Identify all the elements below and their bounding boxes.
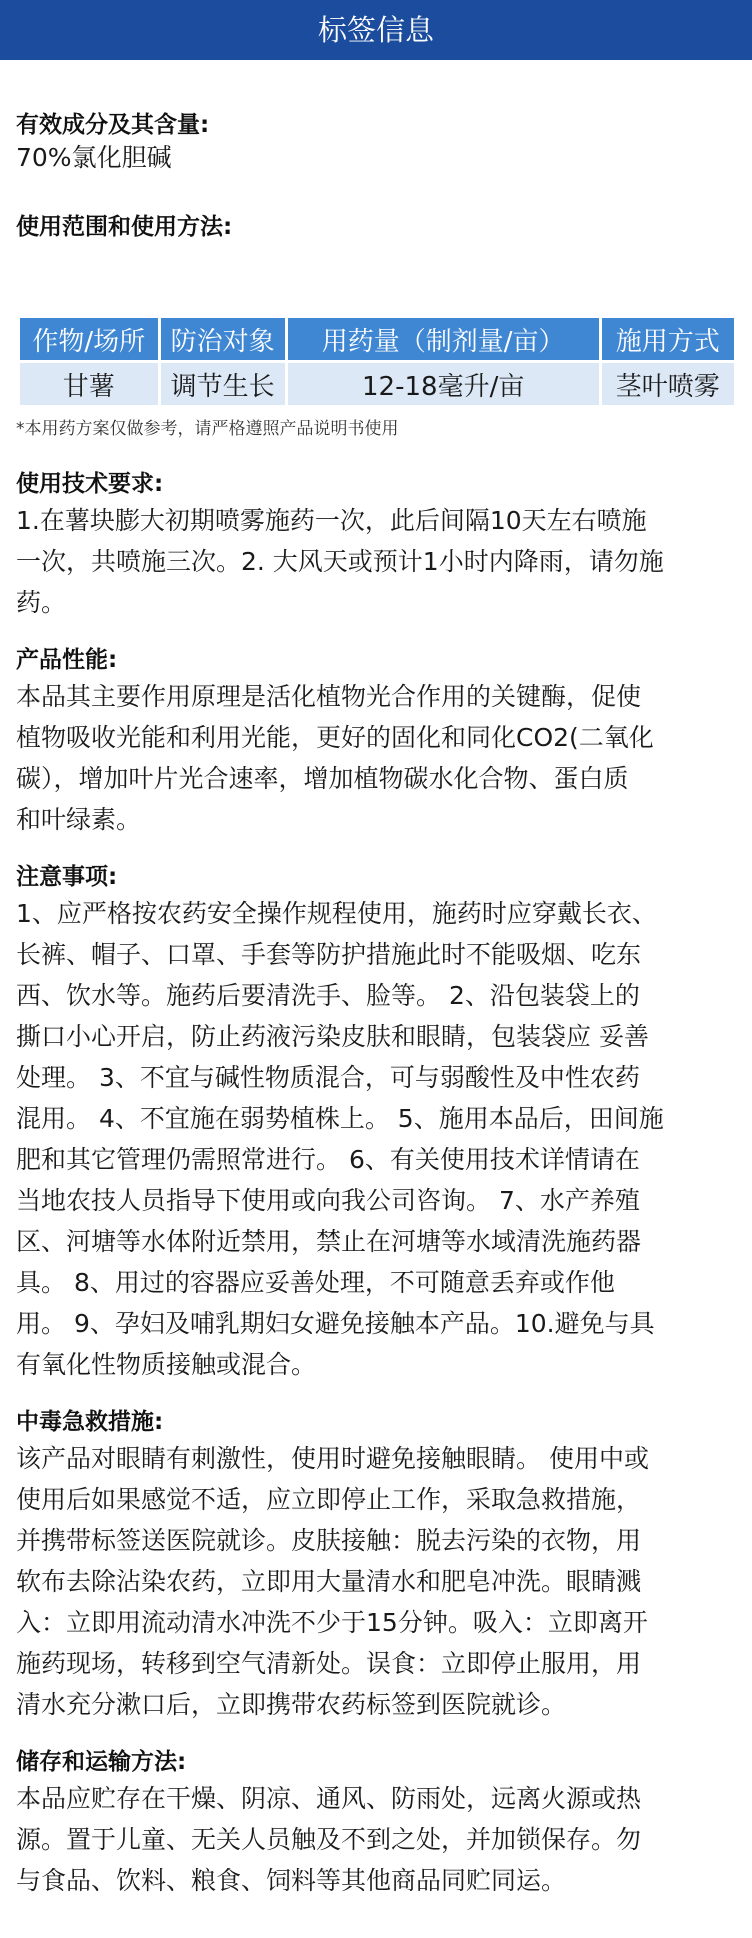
text-line: 处理。 3、不宜与碱性物质混合，可与弱酸性及中性农药	[16, 1063, 640, 1092]
tech-requirements-section	[16, 465, 736, 623]
text-line: 软布去除沾染农药，立即用大量清水和肥皂冲洗。眼睛溅	[16, 1567, 642, 1596]
text-line: 植物吸收光能和利用光能，更好的固化和同化CO2(二氧化	[16, 723, 654, 752]
cell-method: 茎叶喷雾	[602, 363, 734, 405]
performance-body	[16, 676, 736, 840]
storage-section	[16, 1743, 736, 1901]
header-crop: 作物/场所	[20, 318, 158, 360]
tech-requirements-title: 使用技术要求:	[16, 471, 164, 497]
text-line: 施药现场，转移到空气清新处。误食：立即停止服用，用	[16, 1649, 642, 1678]
first-aid-title: 中毒急救措施:	[16, 1409, 164, 1435]
ingredients-title: 有效成分及其含量:	[16, 112, 210, 138]
text-line: 西、饮水等。施药后要清洗手、脸等。 2、沿包装袋上的	[16, 981, 640, 1010]
dosage-table-header	[20, 318, 734, 360]
text-line: 并携带标签送医院就诊。皮肤接触：脱去污染的衣物，用	[16, 1526, 642, 1555]
text-line: 长裤、帽子、口罩、手套等防护措施此时不能吸烟、吃东	[16, 940, 642, 969]
performance-section	[16, 641, 736, 840]
cell-target: 调节生长	[161, 363, 285, 405]
text-line: 混用。 4、不宜施在弱势植株上。 5、施用本品后，田间施	[16, 1104, 664, 1133]
text-line: 具。 8、用过的容器应妥善处理，不可随意丢弃或作他	[16, 1268, 615, 1297]
header-dosage: 用药量（制剂量/亩）	[288, 318, 599, 360]
cell-dosage: 12-18毫升/亩	[288, 363, 599, 405]
text-line: 使用后如果感觉不适，应立即停止工作，采取急救措施，	[16, 1485, 642, 1514]
disclaimer-note: *本用药方案仅做参考，请严格遵照产品说明书使用	[16, 419, 399, 439]
page-header	[0, 0, 752, 60]
ingredients-text: 70%氯化胆碱	[16, 143, 172, 172]
text-line: 入：立即用流动清水冲洗不少于15分钟。吸入：立即离开	[16, 1608, 648, 1637]
first-aid-section	[16, 1403, 736, 1725]
storage-body	[16, 1778, 736, 1901]
usage-scope-section	[16, 208, 736, 241]
text-line: 源。置于儿童、无关人员触及不到之处，并加锁保存。勿	[16, 1825, 642, 1854]
precautions-section	[16, 858, 736, 1385]
text-line: 该产品对眼睛有刺激性，使用时避免接触眼睛。 使用中或	[16, 1444, 649, 1473]
table-row	[20, 363, 734, 405]
text-line: 有氧化性物质接触或混合。	[16, 1350, 317, 1379]
cell-crop: 甘薯	[20, 363, 158, 405]
tech-requirements-body	[16, 500, 736, 623]
text-line: 药。	[16, 588, 67, 617]
text-line: 与食品、饮料、粮食、饲料等其他商品同贮同运。	[16, 1866, 567, 1895]
text-line: 本品应贮存在干燥、阴凉、通风、防雨处，远离火源或热	[16, 1784, 642, 1813]
text-line: 撕口小心开启，防止药液污染皮肤和眼睛，包装袋应 妥善	[16, 1022, 649, 1051]
storage-title: 储存和运输方法:	[16, 1749, 187, 1775]
precautions-title: 注意事项:	[16, 864, 118, 890]
ingredients-section	[16, 106, 736, 178]
text-line: 区、河塘等水体附近禁用，禁止在河塘等水域清洗施药器	[16, 1227, 642, 1256]
performance-title: 产品性能:	[16, 647, 118, 673]
text-line: 用。 9、孕妇及哺乳期妇女避免接触本产品。10.避免与具	[16, 1309, 655, 1338]
text-line: 清水充分漱口后，立即携带农药标签到医院就诊。	[16, 1690, 567, 1719]
text-line: 1、应严格按农药安全操作规程使用，施药时应穿戴长衣、	[16, 899, 657, 928]
header-method: 施用方式	[602, 318, 734, 360]
text-line: 和叶绿素。	[16, 805, 142, 834]
precautions-body	[16, 893, 736, 1385]
label-content	[0, 106, 752, 1901]
first-aid-body	[16, 1438, 736, 1725]
text-line: 碳），增加叶片光合速率，增加植物碳水化合物、蛋白质	[16, 764, 629, 793]
usage-scope-title: 使用范围和使用方法:	[16, 214, 233, 240]
header-target: 防治对象	[161, 318, 285, 360]
text-line: 肥和其它管理仍需照常进行。 6、有关使用技术详情请在	[16, 1145, 640, 1174]
text-line: 当地农技人员指导下使用或向我公司咨询。 7、水产养殖	[16, 1186, 640, 1215]
dosage-table	[17, 315, 737, 408]
text-line: 1.在薯块膨大初期喷雾施药一次，此后间隔10天左右喷施	[16, 506, 647, 535]
text-line: 一次，共喷施三次。2. 大风天或预计1小时内降雨，请勿施	[16, 547, 664, 576]
text-line: 本品其主要作用原理是活化植物光合作用的关键酶，促使	[16, 682, 642, 711]
page-title: 标签信息	[317, 13, 434, 47]
